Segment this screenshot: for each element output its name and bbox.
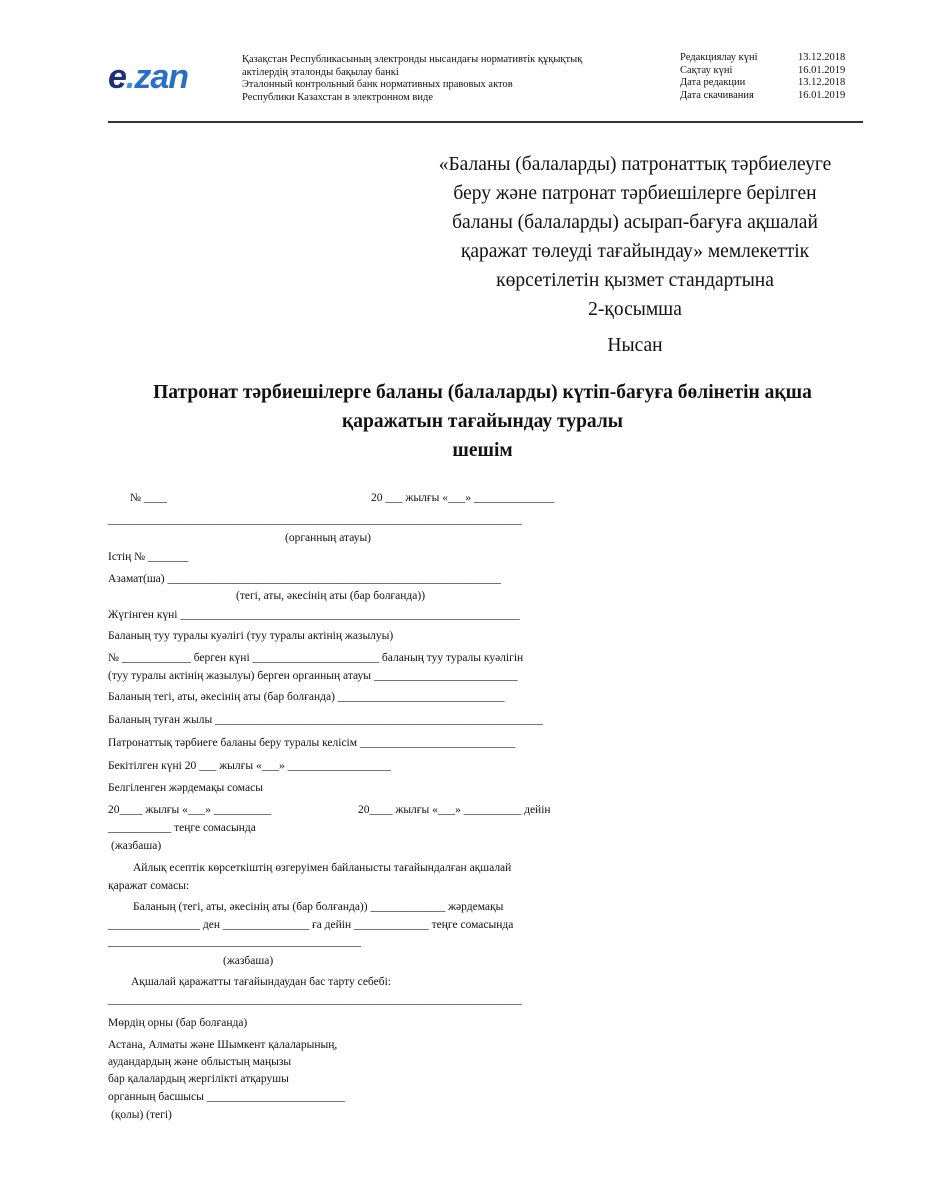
- meta-row: Дата скачивания 16.01.2019: [680, 89, 846, 101]
- amount-field: ___________ теңге сомасында: [108, 822, 256, 834]
- case-number-field: Істің № _______: [108, 551, 189, 563]
- signatory-line-1: Астана, Алматы және Шымкент қалаларының,: [108, 1039, 338, 1051]
- signature-caption: (қолы) (тегі): [111, 1109, 172, 1121]
- refusal-line: ________________________________________________________________________: [108, 994, 522, 1006]
- period-from-field: 20____ жылғы «___» __________: [108, 804, 272, 816]
- meta-row: Сақтау күні 16.01.2019: [680, 64, 846, 76]
- period-to-field: 20____ жылғы «___» __________ дейін: [358, 804, 551, 816]
- refusal-label: Ақшалай қаражатты тағайындаудан бас тарту себебі:: [131, 976, 391, 988]
- meta-row: Редакциялау күні 13.12.2018: [680, 52, 846, 63]
- page-header: [108, 50, 863, 122]
- in-words-line: ____________________________________________: [108, 936, 361, 948]
- header-description: Қазақстан Республикасының электронды нысандағы нормативтік құқықтық актілердің эталонды бақылау банкі Эталонный контрольный банк нормативных правовых актов Республики Казахстан в электронном виде: [242, 54, 583, 103]
- appeal-date-field: Жүгінген күні ___________________________________________________________: [108, 609, 520, 621]
- mci-text: Айлық есептік көрсеткіштің өзгеруімен байланысты тағайындалған ақшалай: [133, 862, 512, 874]
- mci-text-cont: қаражат сомасы:: [108, 880, 190, 892]
- from-to-field: ________________ ден _______________ ға дейін _____________ теңге сомасында: [108, 919, 514, 931]
- child-name-field: Баланың тегі, аты, әкесінің аты (бар болғанда) _____________________________: [108, 691, 505, 703]
- cert-number-field: № ____________ берген күні ______________________ баланың туу туралы куәлігін: [108, 652, 524, 664]
- appendix-reference: «Баланы (балаларды) патронаттық тәрбиелеуге беру және патронат тәрбиешілерге берілген баланы (балаларды) асырап-бағуға ақшалай қаражат төлеуді тағайындау» мемлекеттік көрсетілетін қызмет стандартына 2-қосымша: [438, 154, 832, 320]
- in-words-caption-2: (жазбаша): [223, 955, 274, 967]
- approved-date-field: Бекітілген күні 20 ___ жылғы «___» __________________: [108, 760, 392, 772]
- signatory-line-2: аудандардың және облыстың маңызы: [108, 1056, 292, 1068]
- benefit-label: Белгіленген жәрдемақы сомасы: [108, 782, 263, 794]
- seal-place: Мөрдің орны (бар болғанда): [108, 1017, 248, 1029]
- organ-line: ________________________________________________________________________: [108, 514, 522, 526]
- organ-caption: (органның атауы): [285, 532, 372, 544]
- document-title: Патронат тәрбиешілерге баланы (балаларды) күтіп-бағуға бөлінетін ақша қаражатын тағайындау туралы шешім: [153, 382, 812, 461]
- child-birth-year-field: Баланың туған жылы _________________________________________________________: [108, 714, 543, 726]
- birth-cert-label: Баланың туу туралы куәлігі (туу туралы актінің жазылуы): [108, 630, 394, 642]
- signatory-line-3: бар қалалардың жергілікті атқарушы: [108, 1073, 289, 1085]
- header-divider: [108, 121, 863, 123]
- child-benefit-field: Баланың (тегі, аты, әкесінің аты (бар болғанда)) _____________ жәрдемақы: [133, 901, 504, 913]
- header-meta: [680, 52, 845, 102]
- agreement-field: Патронаттық тәрбиеге баланы беру туралы келісім ___________________________: [108, 737, 516, 749]
- form-label: Нысан: [607, 335, 663, 356]
- ezan-logo: e.zan: [108, 58, 189, 96]
- in-words-caption: (жазбаша): [111, 840, 162, 852]
- cert-organ-field: (туу туралы актінің жазылуы) берген органның атауы _________________________: [108, 670, 518, 682]
- meta-row: Дата редакции 13.12.2018: [680, 77, 846, 88]
- citizen-caption: (тегі, аты, әкесінің аты (бар болғанда)): [236, 590, 426, 602]
- signatory-line-4: органның басшысы ________________________: [108, 1091, 345, 1103]
- number-field: № ____: [130, 492, 167, 504]
- date-field: 20 ___ жылғы «___» ______________: [371, 492, 555, 504]
- citizen-field: Азамат(ша) __________________________________________________________: [108, 573, 501, 585]
